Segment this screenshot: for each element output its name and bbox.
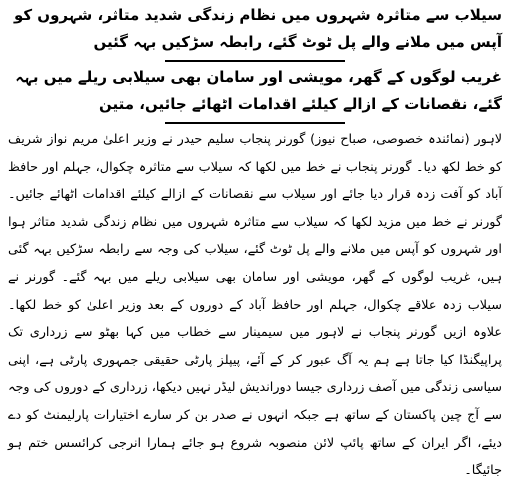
divider-top <box>165 60 345 62</box>
headline-secondary: غریب لوگوں کے گھر، مویشی اور سامان بھی سیلابی ریلے میں بہہ گئے، نقصانات کے ازالے کیلئے اقدامات اٹھائے جائیں، متین <box>15 68 502 113</box>
headline-primary: سیلاب سے متاثرہ شہروں میں نظام زندگی شدید متاثر، شہروں کو آپس میں ملانے والے پل ٹوٹ گئے، رابطہ سڑکیں بہہ گئیں <box>13 6 502 51</box>
article-body: لاہور (نمائندہ خصوصی، صباح نیوز) گورنر پنجاب سلیم حیدر نے وزیر اعلیٰ مریم نواز شریف کو خط لکھ دیا۔ گورنر پنجاب نے خط میں لکھا کہ سیلاب سے متاثرہ چکوال، جہلم اور حافظ آباد کو آفت زدہ قرار دیا جائے اور سیلاب سے نقصانات کے ازالے کیلئے اقدامات اٹھائے جائیں۔ گورنر نے خط میں مزید لکھا کہ سیلاب سے متاثرہ شہروں میں نظام زندگی شدید متاثر ہوا اور شہروں کو آپس میں ملانے والے پل ٹوٹ گئے، سیلاب کی وجہ سے رابطہ سڑکیں بہہ گئی ہیں، غریب لوگوں کے گھر، مویشی اور سامان بھی سیلابی ریلے میں بہہ گئے۔ گورنر نے سیلاب زدہ علاقے چکوال، جہلم اور حافظ آباد کے دوروں کے بعد وزیر اعلیٰ کو خط لکھا۔ علاوہ ازیں گورنر پنجاب نے لاہور میں سیمینار سے خطاب میں کہا بھٹو سے زرداری تک پراپیگنڈا کیا جاتا ہے ہم یہ آگ عبور کر کے آئے، پیپلز پارٹی حقیقی جمہوری پارٹی ہے، اپنی سیاسی زندگی میں آصف زرداری جیسا دوراندیش لیڈر نہیں دیکھا، زرداری کے دوروں کی وجہ سے آج چین پاکستان کے ساتھ ہے جبکہ انہوں نے صدر بن کر سارے اختیارات پارلیمنٹ کو دے دیئے، اگر ایران کے ساتھ پائپ لائن منصوبہ شروع ہو جائے ہمارا انرجی کرائسس ختم ہو جائیگا۔ <box>8 132 502 479</box>
divider-bottom <box>165 122 345 124</box>
